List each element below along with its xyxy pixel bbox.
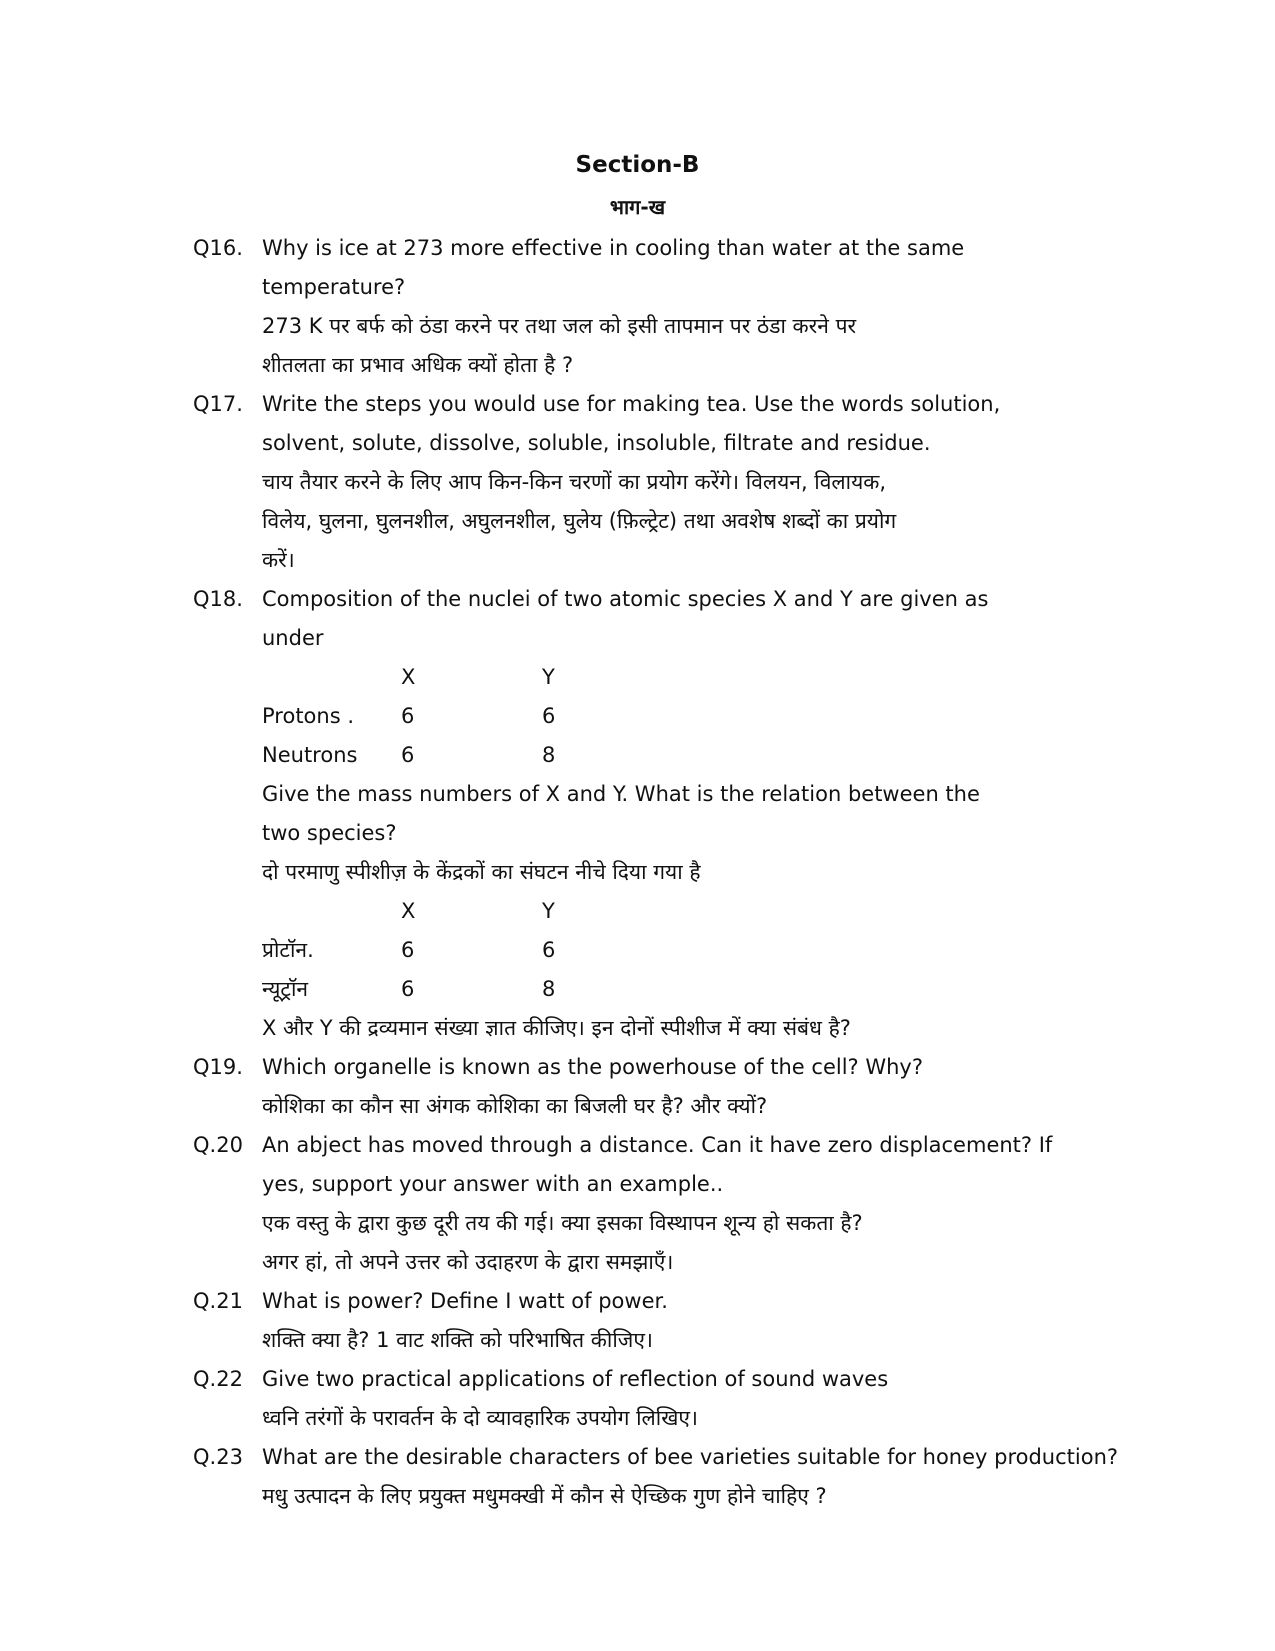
question-number: Q.21	[193, 1289, 243, 1313]
table-row-label: Protons .	[262, 704, 354, 728]
question-list	[193, 229, 1193, 1516]
question-line-hindi: 273 K पर बर्फ को ठंडा करने पर तथा जल को इसी तापमान पर ठंडा करने पर	[262, 314, 857, 338]
table-row-label: Neutrons	[262, 743, 358, 767]
table-cell: 6	[401, 704, 415, 728]
question-text	[262, 385, 1193, 580]
table-header-cell: X	[401, 899, 416, 923]
question-text	[262, 580, 1193, 1048]
table-row	[262, 736, 1193, 775]
question-line-hindi: अगर हां, तो अपने उत्तर को उदाहरण के द्वारा समझाएँ।	[262, 1250, 674, 1274]
question-text	[262, 229, 1193, 385]
table-header-cell	[262, 658, 401, 697]
table-cell: 6	[542, 704, 556, 728]
question-line-hindi: चाय तैयार करने के लिए आप किन-किन चरणों का प्रयोग करेंगे। विलयन, विलायक,	[262, 470, 887, 494]
question-17	[193, 385, 1193, 580]
question-line: What is power? Define I watt of power.	[262, 1289, 668, 1313]
question-text	[262, 1282, 1193, 1360]
nuclei-table	[262, 658, 1193, 775]
question-number: Q.22	[193, 1367, 243, 1391]
nuclei-table-hindi	[262, 892, 1193, 1009]
question-line-hindi: मधु उत्पादन के लिए प्रयुक्त मधुमक्खी में कौन से ऐच्छिक गुण होने चाहिए ?	[262, 1484, 827, 1508]
question-line: What are the desirable characters of bee varieties suitable for honey production?	[262, 1445, 1119, 1469]
question-number: Q17.	[193, 392, 243, 416]
question-line: Why is ice at 273 more effective in cooling than water at the same	[262, 236, 965, 260]
table-cell: 8	[542, 743, 556, 767]
question-line: Which organelle is known as the powerhouse of the cell? Why?	[262, 1055, 923, 1079]
question-21	[193, 1282, 1193, 1360]
table-header-cell	[262, 892, 401, 931]
table-header-cell: Y	[542, 899, 555, 923]
question-19	[193, 1048, 1193, 1126]
table-cell: 8	[542, 977, 556, 1001]
table-header-cell: X	[401, 665, 416, 689]
question-number: Q19.	[193, 1055, 243, 1079]
question-line: under	[262, 626, 324, 650]
question-line-hindi: शीतलता का प्रभाव अधिक क्यों होता है ?	[262, 353, 574, 377]
question-number: Q16.	[193, 236, 243, 260]
section-title-hindi: भाग-ख	[609, 195, 666, 219]
table-cell: 6	[401, 743, 415, 767]
question-number: Q18.	[193, 587, 243, 611]
question-line-hindi: एक वस्तु के द्वारा कुछ दूरी तय की गई। क्या इसका विस्थापन शून्य हो सकता है?	[262, 1211, 863, 1235]
table-row	[262, 697, 1193, 736]
question-line: two species?	[262, 821, 397, 845]
question-text	[262, 1048, 1193, 1126]
question-text	[262, 1438, 1193, 1516]
question-line: An abject has moved through a distance. Can it have zero displacement? If	[262, 1133, 1053, 1157]
table-row	[262, 970, 1193, 1009]
question-number: Q.20	[193, 1133, 243, 1157]
question-20	[193, 1126, 1193, 1282]
table-cell: 6	[401, 938, 415, 962]
question-line-hindi: विलेय, घुलना, घुलनशील, अघुलनशील, घुलेय (फ़िल्ट्रेट) तथा अवशेष शब्दों का प्रयोग	[262, 509, 897, 533]
question-line-hindi: कोशिका का कौन सा अंगक कोशिका का बिजली घर है? और क्यों?	[262, 1094, 768, 1118]
table-row-label: न्यूट्रॉन	[262, 977, 309, 1001]
question-line-hindi: ध्वनि तरंगों के परावर्तन के दो व्यावहारिक उपयोग लिखिए।	[262, 1406, 698, 1430]
question-line: solvent, solute, dissolve, soluble, insoluble, filtrate and residue.	[262, 431, 931, 455]
question-16	[193, 229, 1193, 385]
question-text	[262, 1126, 1193, 1282]
question-22	[193, 1360, 1193, 1438]
section-title: Section-B	[575, 152, 700, 178]
question-line-hindi: करें।	[262, 548, 295, 572]
table-cell: 6	[542, 938, 556, 962]
question-line-hindi: X और Y की द्रव्यमान संख्या ज्ञात कीजिए। इन दोनों स्पीशीज में क्या संबंध है?	[262, 1016, 851, 1040]
question-line-hindi: शक्ति क्या है? 1 वाट शक्ति को परिभाषित कीजिए।	[262, 1328, 653, 1352]
table-row-label: प्रोटॉन.	[262, 938, 314, 962]
question-line: Give the mass numbers of X and Y. What is the relation between the	[262, 782, 980, 806]
question-line: Composition of the nuclei of two atomic species X and Y are given as	[262, 587, 989, 611]
question-line: temperature?	[262, 275, 406, 299]
table-header-cell: Y	[542, 665, 555, 689]
table-header-row	[262, 658, 1193, 697]
table-row	[262, 931, 1193, 970]
question-line: Give two practical applications of reflection of sound waves	[262, 1367, 889, 1391]
table-cell: 6	[401, 977, 415, 1001]
question-text	[262, 1360, 1193, 1438]
question-line-hindi: दो परमाणु स्पीशीज़ के केंद्रकों का संघटन नीचे दिया गया है	[262, 860, 701, 884]
question-line: yes, support your answer with an example..	[262, 1172, 724, 1196]
table-header-row	[262, 892, 1193, 931]
question-line: Write the steps you would use for making tea. Use the words solution,	[262, 392, 1001, 416]
question-number: Q.23	[193, 1445, 243, 1469]
question-23	[193, 1438, 1193, 1516]
question-18	[193, 580, 1193, 1048]
